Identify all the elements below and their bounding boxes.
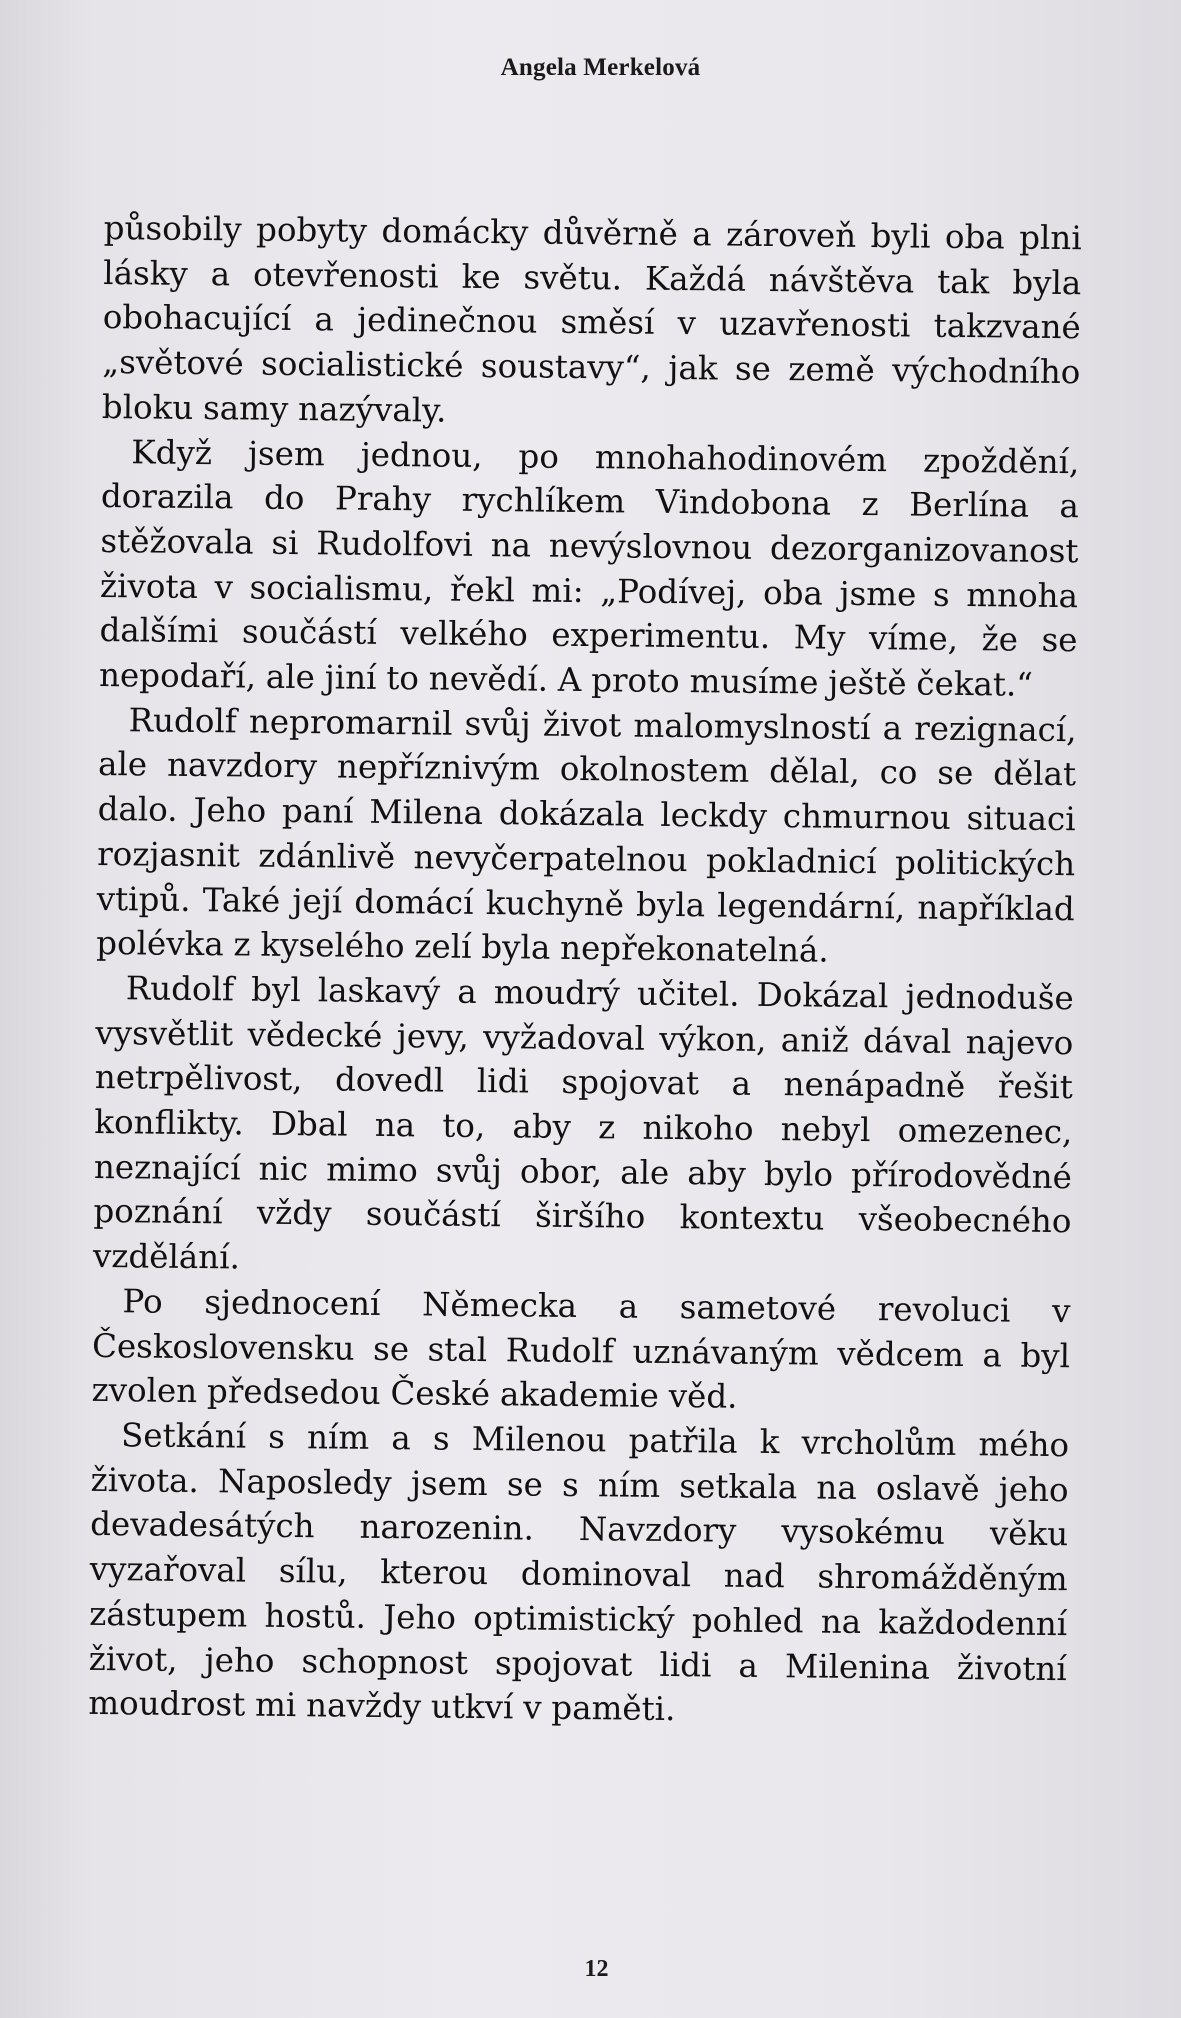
paragraph: Rudolf nepromarnil svůj život malomyslností a rezignací, ale navzdory nepříznivým okolnostem dělal, co se dělat dalo. Jeho paní Milena dokázala leckdy chmurnou situaci rozjasnit zdánlivě nevyčerpatelnou pokladnicí politických vtipů. Také její domácí kuchyně byla legendární, například polévka z kyselého zelí byla nepřekonatelná. bbox=[96, 701, 1077, 970]
page-number: 12 bbox=[584, 1956, 609, 1982]
running-head: Angela Merkelová bbox=[500, 54, 701, 81]
body-text bbox=[88, 206, 1082, 1736]
paragraph: Po sjednocení Německa a sametové revoluci v Československu se stal Rudolf uznávaným vědcem a byl zvolen předsedou České akademie věd. bbox=[91, 1282, 1071, 1416]
paragraph-continued: působily pobyty domácky důvěrně a zároveň byli oba plni lásky a otevřenosti ke světu. Každá návštěva tak byla obohacující a jedinečnou směsí v uzavřenosti takzvané „světové socialistické soustavy“, jak se země východního bloku samy nazývaly. bbox=[101, 208, 1082, 430]
paragraph: Když jsem jednou, po mnohahodinovém zpoždění, dorazila do Prahy rychlíkem Vindobona z Berlína a stěžovala si Rudolfovi na nevýslovnou dezorganizovanost života v socialismu, řekl mi: „Podívej, oba jsme s mnoha dalšími součástí velkého experimentu. My víme, že se nepodaří, ale jiní to nevědí. A proto musíme ještě čekat.“ bbox=[98, 432, 1080, 704]
paragraph: Rudolf byl laskavý a moudrý učitel. Dokázal jednoduše vysvětlit vědecké jevy, vyžadoval výkon, aniž dával najevo netrpělivost, dovedl lidi spojovat a nenápadně řešit konflikty. Dbal na to, aby z nikoho nebyl omezenec, neznající nic mimo svůj obor, ale aby bylo přírodovědné poznání vždy součástí širšího kontextu všeobecného vzdělání. bbox=[92, 969, 1074, 1277]
paragraph: Setkání s ním a s Milenou patřila k vrcholům mého života. Naposledy jsem se s ním setkala na oslavě jeho devadesátých narozenin. Navzdory vysokému věku vyzařoval sílu, kterou dominoval nad shromážděným zástupem hostů. Jeho optimistický pohled na každodenní život, jeho schopnost spojovat lidi a Milenina životní moudrost mi navždy utkví v paměti. bbox=[88, 1416, 1070, 1729]
